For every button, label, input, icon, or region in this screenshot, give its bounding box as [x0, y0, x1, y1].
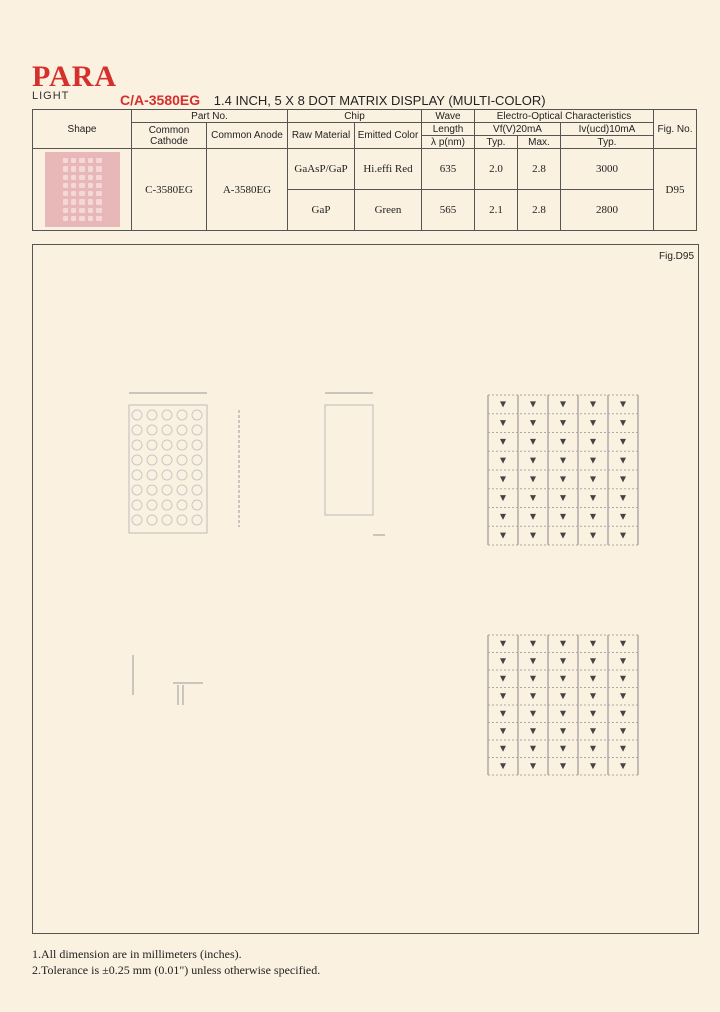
- figure-box: [32, 244, 699, 934]
- header-eo: Electro-Optical Characteristics: [475, 110, 654, 123]
- para-light-logo: [32, 60, 118, 102]
- logo-sub: LIGHT: [32, 90, 70, 102]
- header-length: Length: [422, 123, 475, 136]
- shape-image-cell: [33, 149, 132, 231]
- anode-part-number: A-3580EG: [207, 149, 288, 231]
- row2-typ: 2.1: [475, 190, 518, 231]
- row2-color: Green: [355, 190, 422, 231]
- header-emitted-color: Emitted Color: [355, 123, 422, 149]
- header-common-cathode: Common Cathode: [132, 123, 207, 149]
- header-wave: Wave: [422, 110, 475, 123]
- header-part-no: Part No.: [132, 110, 288, 123]
- header-chip: Chip: [288, 110, 422, 123]
- header-iv: Iv(ucd)10mA: [561, 123, 654, 136]
- row1-iv: 3000: [561, 149, 654, 190]
- header-max: Max.: [518, 136, 561, 149]
- front-view-dots: [132, 410, 202, 525]
- cathode-part-number: C-3580EG: [132, 149, 207, 231]
- fig-number: D95: [654, 149, 697, 231]
- row2-iv: 2800: [561, 190, 654, 231]
- header-fig-no: Fig. No.: [654, 110, 697, 149]
- header-common-anode: Common Anode: [207, 123, 288, 149]
- header-vf: Vf(V)20mA: [475, 123, 561, 136]
- mechanical-drawing: [33, 245, 698, 933]
- product-description: 1.4 INCH, 5 X 8 DOT MATRIX DISPLAY (MULTI-COLOR): [213, 93, 546, 108]
- figure-label: Fig.D95: [658, 251, 694, 262]
- row2-wave: 565: [422, 190, 475, 231]
- spec-table: [32, 109, 697, 231]
- header-lambda: λ p(nm): [422, 136, 475, 149]
- row1-typ: 2.0: [475, 149, 518, 190]
- title-bar: [120, 92, 546, 108]
- row1-wave: 635: [422, 149, 475, 190]
- notes: [32, 946, 320, 978]
- header-shape: Shape: [33, 110, 132, 149]
- row2-max: 2.8: [518, 190, 561, 231]
- header-raw-material: Raw Material: [288, 123, 355, 149]
- row2-raw: GaP: [288, 190, 355, 231]
- note-1: 1.All dimension are in millimeters (inches).: [32, 947, 242, 961]
- note-2: 2.Tolerance is ±0.25 mm (0.01") unless otherwise specified.: [32, 963, 321, 977]
- led-matrix-photo: [45, 152, 120, 227]
- header-typ: Typ.: [475, 136, 518, 149]
- logo-brand: PARA: [32, 60, 118, 93]
- row1-max: 2.8: [518, 149, 561, 190]
- row1-color: Hi.effi Red: [355, 149, 422, 190]
- header-typ-iv: Typ.: [561, 136, 654, 149]
- row1-raw: GaAsP/GaP: [288, 149, 355, 190]
- part-number-title: C/A-3580EG: [120, 92, 201, 108]
